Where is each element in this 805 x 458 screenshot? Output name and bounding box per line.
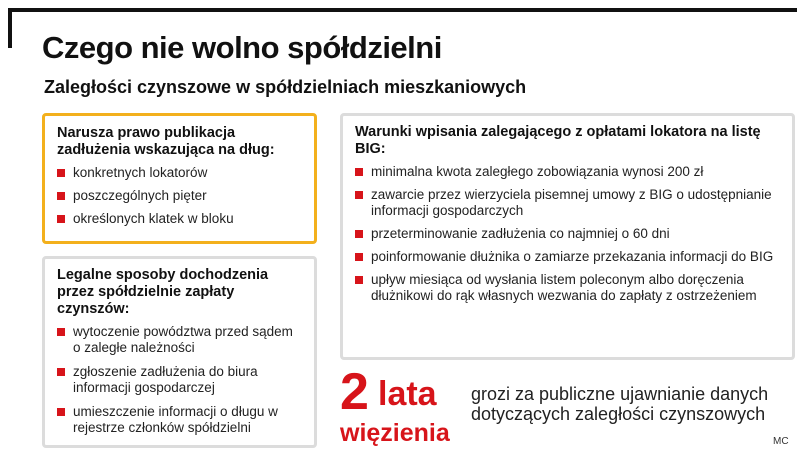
legal-methods-heading: Legalne sposoby dochodzenia przez spółdzielnie zapłaty czynszów: xyxy=(57,267,269,317)
bullet-square-icon xyxy=(355,276,363,284)
bullet-square-icon xyxy=(355,168,363,176)
big-conditions-list xyxy=(355,164,780,304)
penalty-description: grozi za publiczne ujawnianie danych dotyczących zaległości czynszowych xyxy=(471,384,769,424)
list-item: zawarcie przez wierzyciela pisemnej umowy z BIG o udostępnianie informacji gospodarczych xyxy=(355,187,780,219)
bullet-square-icon xyxy=(355,191,363,199)
list-item: upływ miesiąca od wysłania listem poleconym albo doręczenia dłużnikowi do rąk własnych wezwania do zapłaty z ostrzeżeniem xyxy=(355,272,780,304)
frame-left-line xyxy=(8,8,12,48)
list-item: przeterminowanie zadłużenia co najmniej o 60 dni xyxy=(355,226,780,242)
legal-methods-list xyxy=(57,324,302,436)
bullet-square-icon xyxy=(57,169,65,177)
violation-heading: Narusza prawo publikacja zadłużenia wskazująca na dług: xyxy=(57,125,275,158)
bullet-square-icon xyxy=(57,328,65,336)
violation-list xyxy=(57,165,302,227)
penalty-number: 2 xyxy=(340,363,368,421)
violation-box xyxy=(42,113,317,244)
list-item: poszczególnych pięter xyxy=(57,188,302,204)
bullet-square-icon xyxy=(57,215,65,223)
list-item: wytoczenie powództwa przed sądem o zaległe należności xyxy=(57,324,302,356)
legal-methods-box xyxy=(42,256,317,448)
list-item: minimalna kwota zaległego zobowiązania wynosi 200 zł xyxy=(355,164,780,180)
list-item: poinformowanie dłużnika o zamiarze przekazania informacji do BIG xyxy=(355,249,780,265)
big-conditions-heading: Warunki wpisania zalegającego z opłatami lokatora na listę BIG: xyxy=(355,124,761,157)
list-item: umieszczenie informacji o długu w rejestrze członków spółdzielni xyxy=(57,404,302,436)
bullet-square-icon xyxy=(355,253,363,261)
penalty-unit: lata xyxy=(378,375,437,413)
bullet-square-icon xyxy=(57,368,65,376)
list-item: zgłoszenie zadłużenia do biura informacji gospodarczej xyxy=(57,364,302,396)
frame-top-line xyxy=(8,8,797,12)
bullet-square-icon xyxy=(57,192,65,200)
list-item: konkretnych lokatorów xyxy=(57,165,302,181)
author-signature: MC xyxy=(773,436,789,447)
penalty-word: więzienia xyxy=(340,419,450,447)
list-item: określonych klatek w bloku xyxy=(57,211,302,227)
page-title: Czego nie wolno spółdzielni xyxy=(42,30,442,65)
page-subtitle: Zaległości czynszowe w spółdzielniach mieszkaniowych xyxy=(44,77,527,97)
bullet-square-icon xyxy=(57,408,65,416)
bullet-square-icon xyxy=(355,230,363,238)
big-conditions-box xyxy=(340,113,795,360)
